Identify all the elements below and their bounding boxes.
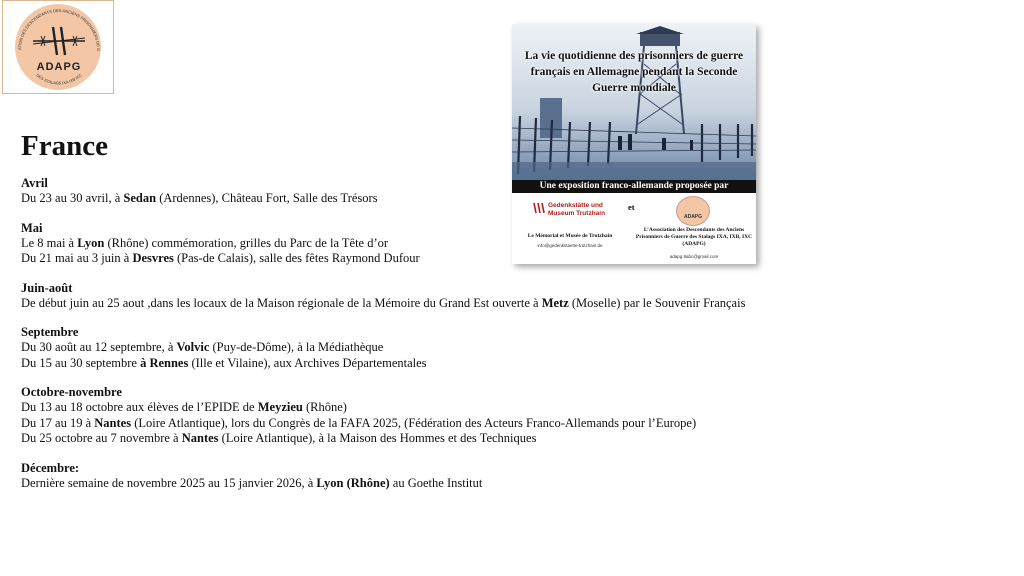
barbed-wire-icon — [31, 23, 87, 59]
museum-logo-icon — [532, 202, 546, 214]
svg-text:DES STALAGS IXA IXB IXC: DES STALAGS IXA IXB IXC — [35, 72, 83, 86]
event-place: Metz — [541, 295, 569, 310]
event-line — [21, 400, 901, 416]
svg-text:ASSOCIATION DES DESCENDANTS DE: ATION DES DESCENDANTS DES ANCIENS PRISONNIERS DE G — [16, 7, 102, 52]
poster-adapg-logo: ADAPG — [676, 196, 710, 226]
schedule-section — [21, 176, 901, 207]
schedule-section — [21, 325, 901, 371]
schedule-section — [21, 221, 901, 267]
event-place: Meyzieu — [257, 400, 303, 414]
event-line — [21, 476, 901, 492]
schedule-section — [21, 281, 901, 312]
event-text: Du 17 au 19 à — [21, 415, 95, 430]
poster-title: La vie quotidienne des prisonniers de guerre français en Allemagne pendant la Seconde Guerre mondiale — [524, 50, 744, 94]
event-text: Du 25 octobre au 7 novembre à — [21, 431, 182, 445]
section-title: Mai — [21, 220, 43, 235]
event-text: Du 13 au 18 octobre aux élèves de l’EPIDE de — [21, 400, 258, 414]
page-title: France — [21, 130, 108, 162]
event-line — [21, 251, 901, 267]
event-text: (Pas-de Calais), salle des fêtes Raymond Dufour — [173, 251, 420, 265]
event-line — [21, 416, 901, 432]
event-place: Desvres — [132, 251, 174, 265]
adapg-logo — [2, 0, 114, 94]
sections-list — [21, 176, 901, 491]
event-text: (Moselle) par le Souvenir Français — [568, 295, 746, 310]
event-place: Nantes — [94, 415, 132, 430]
event-text: (Loire Atlantique), lors du Congrès de la FAFA 2025, (Fédération des Acteurs Franco-Allemands pour l’Europe) — [131, 415, 697, 430]
event-text: (Puy-de-Dôme), à la Médiathèque — [209, 340, 384, 354]
event-text: De début juin au 25 aout ,dans les locaux de la Maison régionale de la Mémoire du Grand Est ouverte à — [21, 295, 542, 310]
poster-et: et — [628, 202, 635, 212]
poster-band: Une exposition franco-allemande proposée par — [512, 180, 756, 193]
event-text: Dernière semaine de novembre 2025 au 15 janvier 2026, à — [21, 475, 317, 490]
event-text: (Ille et Vilaine), aux Archives Départementales — [188, 355, 427, 370]
event-line — [21, 236, 901, 252]
schedule-section — [21, 385, 901, 447]
event-text: Du 30 août au 12 septembre, à — [21, 340, 177, 354]
section-title: Décembre: — [21, 460, 80, 475]
event-place: Lyon — [77, 235, 105, 250]
schedule-content — [21, 128, 901, 505]
event-text: (Rhône) commémoration, grilles du Parc de la Tête d’or — [104, 235, 389, 250]
event-text: Du 23 au 30 avril, à — [21, 191, 124, 205]
section-title: Septembre — [21, 325, 79, 339]
event-line — [21, 296, 901, 312]
section-title: Avril — [21, 176, 48, 190]
schedule-section — [21, 461, 901, 492]
event-text: au Goethe Institut — [389, 475, 483, 490]
event-place: à Rennes — [140, 355, 189, 370]
event-text: (Loire Atlantique), à la Maison des Hommes et des Techniques — [218, 431, 537, 445]
event-text: Le 8 mai à — [21, 235, 78, 250]
museum-logo-text: Gedenkstätte und Museum Trutzhain — [548, 202, 606, 217]
museum-email: info@gedenkstaette-trutzhain.de — [537, 243, 603, 248]
event-line — [21, 356, 901, 372]
event-place: Nantes — [181, 431, 219, 445]
event-line — [21, 191, 901, 207]
association-caption: L’Association des Descendants des Anciens Prisonniers de Guerre des Stalags IXA, IXB, IXC (ADAPG) — [635, 227, 753, 247]
section-title: Juin-août — [21, 280, 73, 295]
event-line — [21, 340, 901, 356]
event-text: (Ardennes), Château Fort, Salle des Trésors — [156, 191, 378, 205]
event-text: Du 21 mai au 3 juin à — [21, 251, 133, 265]
event-text: Du 15 au 30 septembre — [21, 355, 141, 370]
event-place: Volvic — [176, 340, 210, 354]
event-line — [21, 431, 901, 447]
logo-acronym: ADAPG — [36, 61, 82, 73]
association-email: adapg.9abc@gmail.com — [669, 254, 719, 259]
museum-caption: Le Mémorial et Musée de Trutzhain — [527, 233, 613, 239]
section-title: Octobre-novembre — [21, 385, 122, 399]
exhibition-poster — [512, 24, 756, 264]
event-place: Lyon (Rhône) — [316, 475, 390, 490]
event-place: Sedan — [123, 191, 157, 205]
event-text: (Rhône) — [302, 400, 347, 414]
